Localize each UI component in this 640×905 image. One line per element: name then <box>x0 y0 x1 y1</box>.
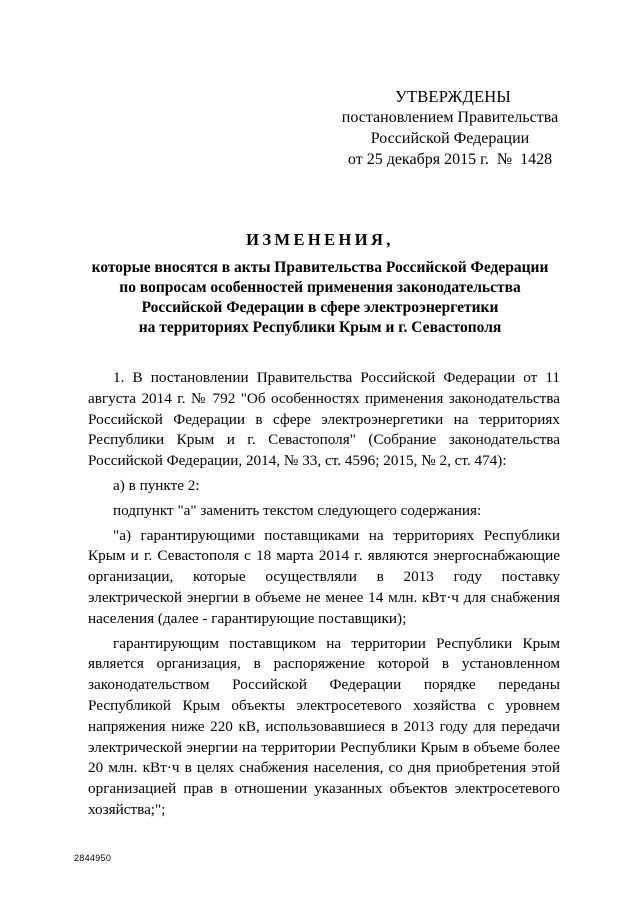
approval-line-1: постановлением Правительства <box>341 109 559 126</box>
document-body <box>88 368 560 821</box>
approval-line-2: Российской Федерации <box>370 130 530 147</box>
approval-heading: УТВЕРЖДЕНЫ <box>395 87 511 106</box>
paragraph-1: 1. В постановлении Правительства Российской Федерации от 11 августа 2014 г. № 792 "Об особенностях применения законодательства Российской Федерации в сфере электроэнергетики на территориях Республики Крым и г. Севастополя" (Собрание законодательства Российской Федерации, 2014, № 33, ст. 4596; 2015, № 2, ст. 474): <box>88 369 560 470</box>
subtitle-line-1: которые вносятся в акты Правительства Российской Федерации <box>91 259 549 276</box>
document-number: 2844950 <box>74 853 112 863</box>
approval-block <box>330 86 570 170</box>
document-title: ИЗМЕНЕНИЯ, <box>246 230 394 249</box>
subtitle-line-2: по вопросам особенностей применения законодательства <box>119 279 521 296</box>
paragraph-2: а) в пункте 2: <box>113 476 200 494</box>
subtitle-line-3: Российской Федерации в сфере электроэнергетики <box>141 299 499 316</box>
approval-date-line: от 25 декабря 2015 г. № 1428 <box>347 151 553 168</box>
document-subtitle <box>70 258 570 338</box>
subtitle-line-4: на территориях Республики Крым и г. Севастополя <box>138 319 502 336</box>
paragraph-4: "а) гарантирующими поставщиками на территориях Республики Крым и г. Севастополя с 18 марта 2014 г. являются энергоснабжающие организации, которые осуществляли в 2013 году поставку электрической энергии в объеме не менее 14 млн. кВт·ч для снабжения населения (далее - гарантирующие поставщики); <box>88 526 560 627</box>
paragraph-3: подпункт "а" заменить текстом следующего содержания: <box>113 501 482 519</box>
paragraph-5: гарантирующим поставщиком на территории Республики Крым является организация, в распоряжение которой в установленном законодательством Российской Федерации порядке переданы Республикой Крым объекты электросетевого хозяйства с уровнем напряжения ниже 220 кВ, использовавшиеся в 2013 году для передачи электрической энергии на территории Республики Крым в объеме более 20 млн. кВт·ч в целях снабжения населения, со дня приобретения этой организацией прав в отношении указанных объектов электросетевого хозяйства;"; <box>88 634 560 818</box>
